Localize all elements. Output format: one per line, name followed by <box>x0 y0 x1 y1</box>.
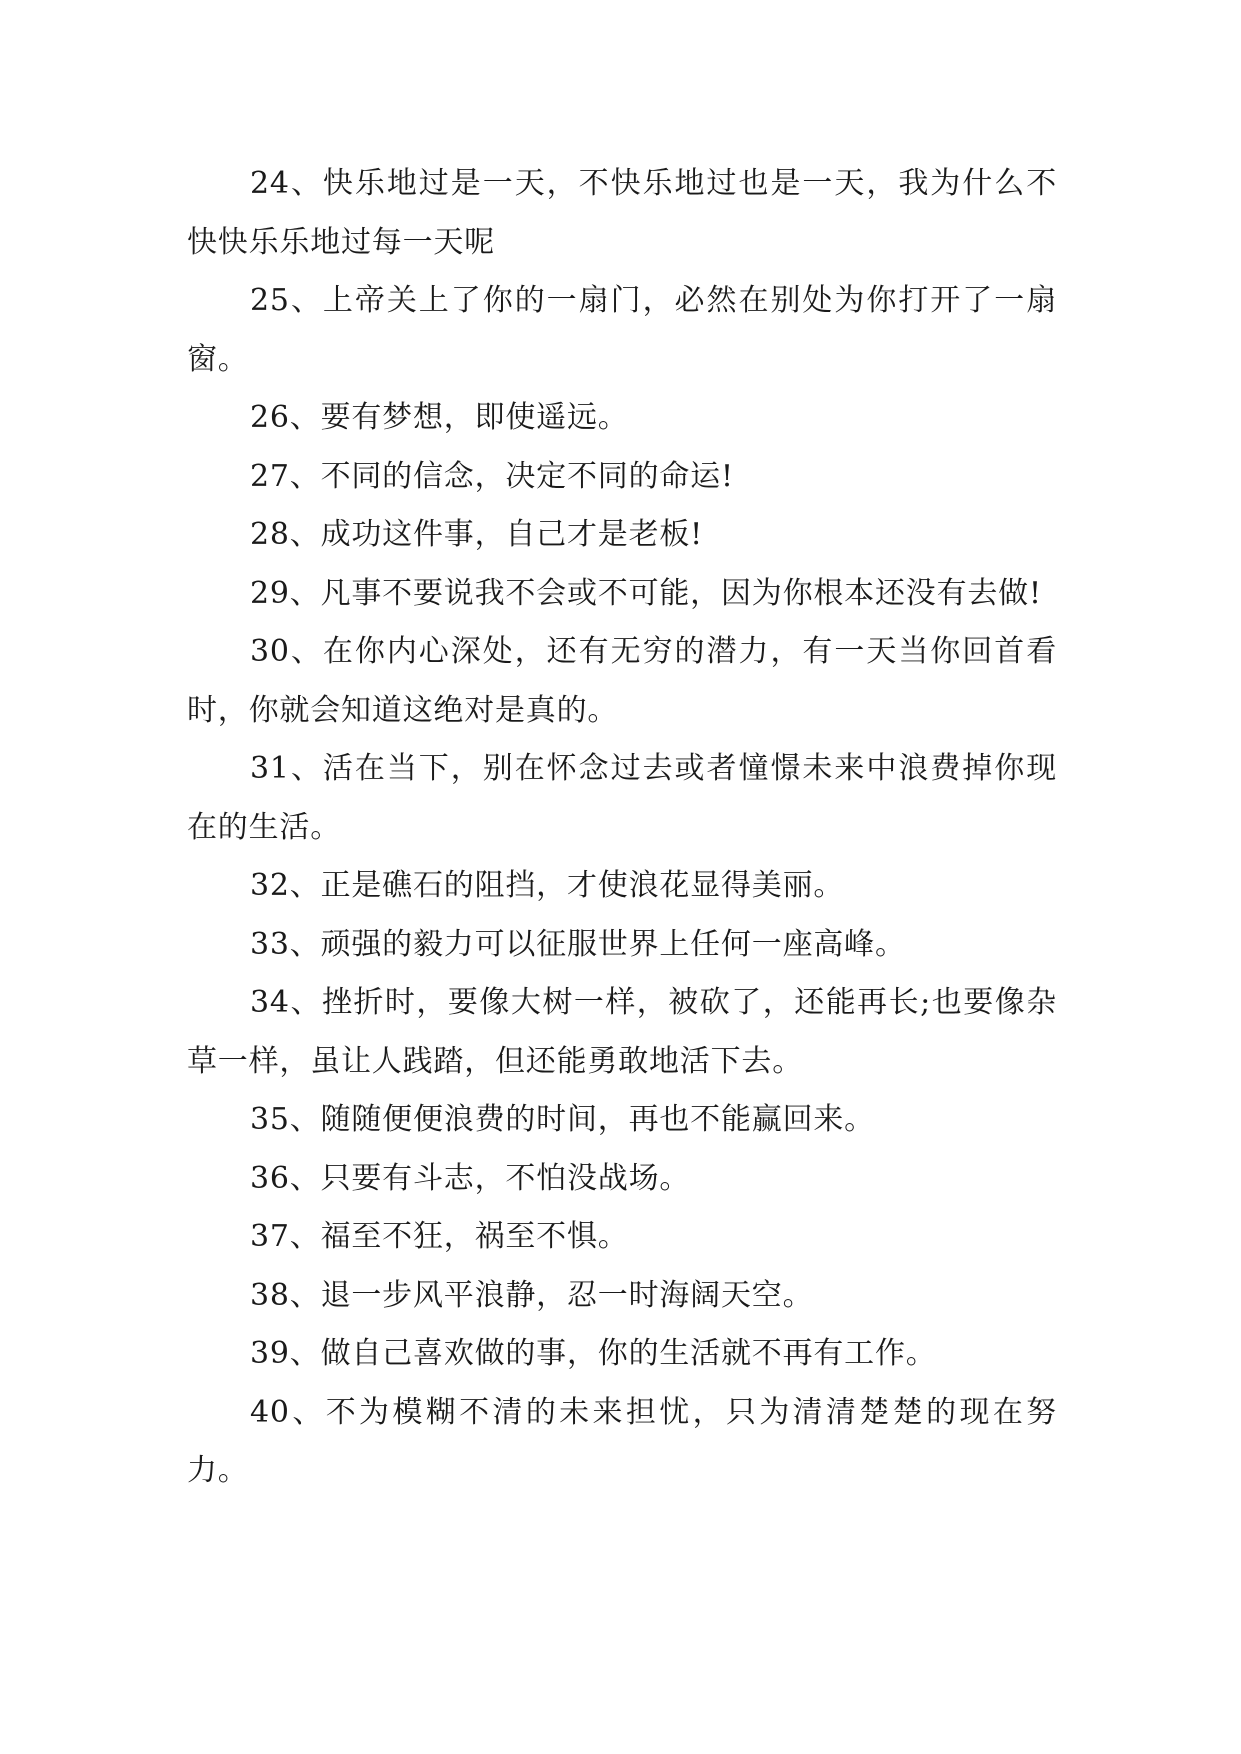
quote-paragraph: 35、随随便便浪费的时间，再也不能赢回来。 <box>250 1102 875 1137</box>
quote-paragraph: 31、活在当下，别在怀念过去或者憧憬未来中浪费掉你现在的生活。 <box>187 751 1057 845</box>
quote-paragraph: 34、挫折时，要像大树一样，被砍了，还能再长;也要像杂草一样，虽让人践踏，但还能勇敢地活下去。 <box>187 985 1057 1079</box>
quote-paragraph: 36、只要有斗志，不怕没战场。 <box>250 1160 691 1196</box>
quote-paragraph: 40、不为模糊不清的未来担忧，只为清清楚楚的现在努力。 <box>187 1394 1057 1488</box>
quote-paragraph: 37、福至不狂，祸至不惧。 <box>250 1219 629 1254</box>
quote-paragraph: 39、做自己喜欢做的事，你的生活就不再有工作。 <box>250 1336 937 1371</box>
quote-paragraph: 38、退一步风平浪静，忍一时海阔天空。 <box>250 1277 814 1313</box>
quote-paragraph: 28、成功这件事，自己才是老板! <box>250 517 704 552</box>
quote-paragraph: 27、不同的信念，决定不同的命运! <box>250 458 734 494</box>
quote-paragraph: 32、正是礁石的阻挡，才使浪花显得美丽。 <box>250 868 845 903</box>
quote-paragraph: 30、在你内心深处，还有无穷的潜力，有一天当你回首看时，你就会知道这绝对是真的。 <box>187 634 1057 728</box>
quote-paragraph: 24、快乐地过是一天，不快乐地过也是一天，我为什么不快快乐乐地过每一天呢 <box>187 166 1057 260</box>
quote-paragraph: 25、上帝关上了你的一扇门，必然在别处为你打开了一扇窗。 <box>187 283 1057 377</box>
quote-paragraph: 29、凡事不要说我不会或不可能，因为你根本还没有去做! <box>250 575 1042 611</box>
quote-paragraph: 33、顽强的毅力可以征服世界上任何一座高峰。 <box>250 926 906 962</box>
quote-paragraph: 26、要有梦想，即使遥远。 <box>250 400 629 435</box>
document-body <box>187 155 1057 1501</box>
